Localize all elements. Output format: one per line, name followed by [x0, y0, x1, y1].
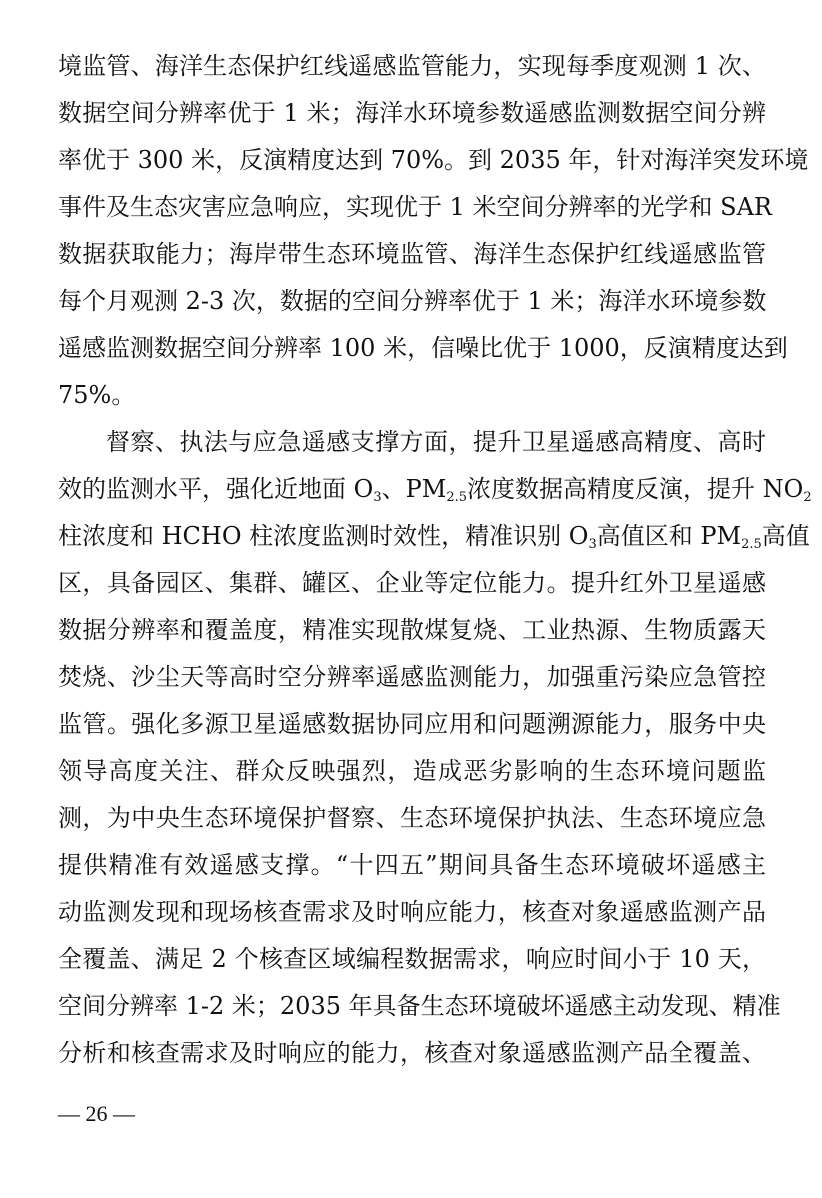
document-body	[58, 43, 812, 1077]
subscript: 2.5	[741, 537, 762, 552]
text-line: 率优于 300 米，反演精度达到 70%。到 2035 年，针对海洋突发环境	[58, 146, 809, 174]
text-segment: 、PM	[381, 475, 447, 503]
subscript: 2.5	[446, 490, 468, 505]
paragraph-first-line: 督察、执法与应急遥感支撑方面，提升卫星遥感高精度、高时	[106, 428, 766, 456]
text-line: 数据分辨率和覆盖度，精准实现散煤复烧、工业热源、生物质露天	[58, 616, 766, 644]
text-line: 数据空间分辨率优于 1 米；海洋水环境参数遥感监测数据空间分辨	[58, 99, 766, 127]
text-line: 全覆盖、满足 2 个核查区域编程数据需求，响应时间小于 10 天，	[58, 945, 766, 973]
text-line: 焚烧、沙尘天等高时空分辨率遥感监测能力，加强重污染应急管控	[58, 663, 766, 691]
text-segment: 高值区和 PM	[596, 522, 742, 550]
text-segment: 效的监测水平，强化近地面 O	[58, 475, 374, 503]
text-line: 监管。强化多源卫星遥感数据协同应用和问题溯源能力，服务中央	[58, 710, 766, 738]
text-line: 遥感监测数据空间分辨率 100 米，信噪比优于 1000，反演精度达到	[58, 334, 788, 362]
text-line: 空间分辨率 1-2 米；2035 年具备生态环境破坏遥感主动发现、精准	[58, 992, 781, 1020]
text-line: 区，具备园区、集群、罐区、企业等定位能力。提升红外卫星遥感	[58, 569, 766, 597]
subscript: 3	[373, 490, 382, 505]
text-segment: 柱浓度和 HCHO 柱浓度监测时效性，精准识别 O	[58, 522, 589, 550]
text-segment: 浓度数据高精度反演，提升 NO	[467, 475, 804, 503]
text-line-with-subscripts	[58, 466, 812, 513]
page-number: — 26 —	[58, 1101, 135, 1126]
text-line: 测，为中央生态环境保护督察、生态环境保护执法、生态环境应急	[58, 804, 766, 832]
text-line: 分析和核查需求及时响应的能力，核查对象遥感监测产品全覆盖、	[58, 1039, 766, 1067]
text-segment: 高值	[761, 522, 810, 550]
subscript: 3	[588, 537, 597, 552]
text-line: 动监测发现和现场核查需求及时响应能力，核查对象遥感监测产品	[58, 898, 766, 926]
subscript: 2	[803, 490, 812, 505]
text-line: 事件及生态灾害应急响应，实现优于 1 米空间分辨率的光学和 SAR	[58, 193, 772, 221]
text-line: 领导高度关注、群众反映强烈，造成恶劣影响的生态环境问题监	[58, 757, 766, 785]
text-line: 75%。	[58, 381, 136, 409]
text-line: 提供精准有效遥感支撑。“十四五”期间具备生态环境破坏遥感主	[58, 851, 766, 879]
text-line: 数据获取能力；海岸带生态环境监管、海洋生态保护红线遥感监管	[58, 240, 766, 268]
text-line: 每个月观测 2-3 次，数据的空间分辨率优于 1 米；海洋水环境参数	[58, 287, 767, 315]
text-line-with-subscripts	[58, 513, 810, 560]
text-line: 境监管、海洋生态保护红线遥感监管能力，实现每季度观测 1 次、	[58, 52, 766, 80]
